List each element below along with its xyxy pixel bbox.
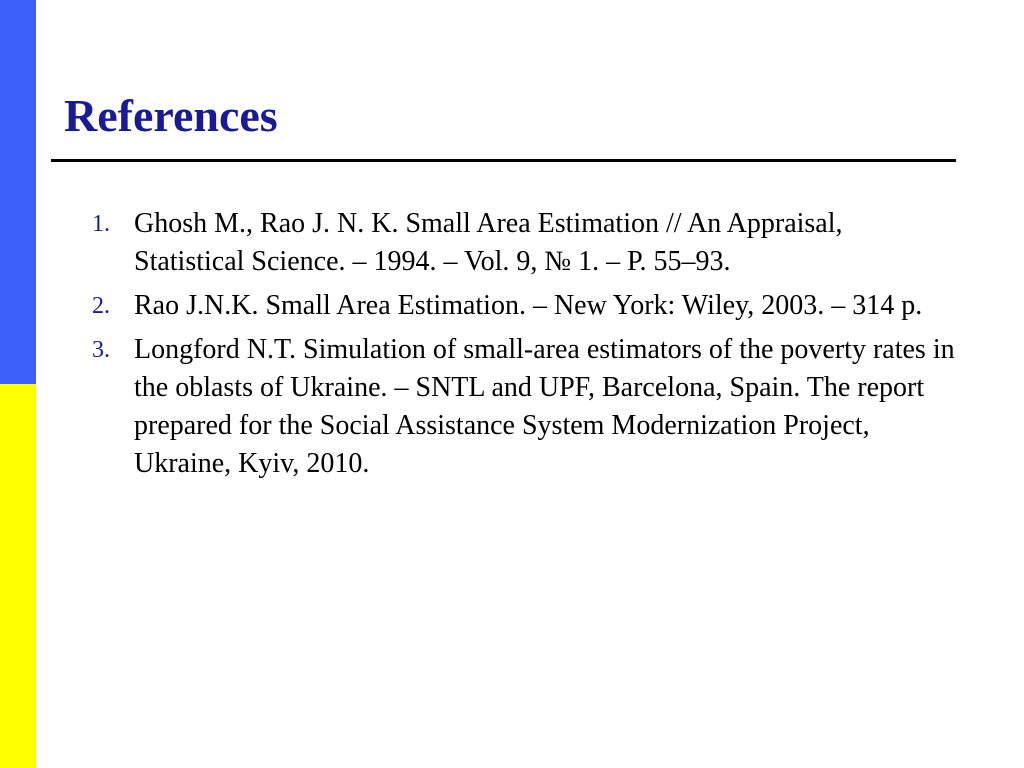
reference-number: 3. (92, 337, 110, 363)
reference-list (88, 205, 958, 489)
list-item (88, 331, 958, 483)
reference-number: 1. (92, 211, 110, 237)
title-divider (51, 159, 956, 162)
reference-text: Rao J.N.K. Small Area Estimation. – New York: Wiley, 2003. – 314 p. (134, 290, 923, 321)
reference-text: Ghosh M., Rao J. N. K. Small Area Estimation // An Appraisal, Statistical Science. – 1994. – Vol. 9, № 1. – P. 55–93. (134, 208, 843, 277)
page-title: References (64, 90, 278, 141)
ukraine-flag-bar (0, 0, 36, 768)
list-item (88, 205, 958, 281)
list-item (88, 287, 958, 325)
reference-number: 2. (92, 293, 110, 319)
flag-yellow-stripe (0, 384, 36, 768)
reference-text: Longford N.T. Simulation of small-area estimators of the poverty rates in the oblasts of Ukraine. – SNTL and UPF, Barcelona, Spain. The report prepared for the Social Assistance System Modernization Project, Ukraine, Kyiv, 2010. (134, 334, 955, 479)
flag-blue-stripe (0, 0, 36, 384)
